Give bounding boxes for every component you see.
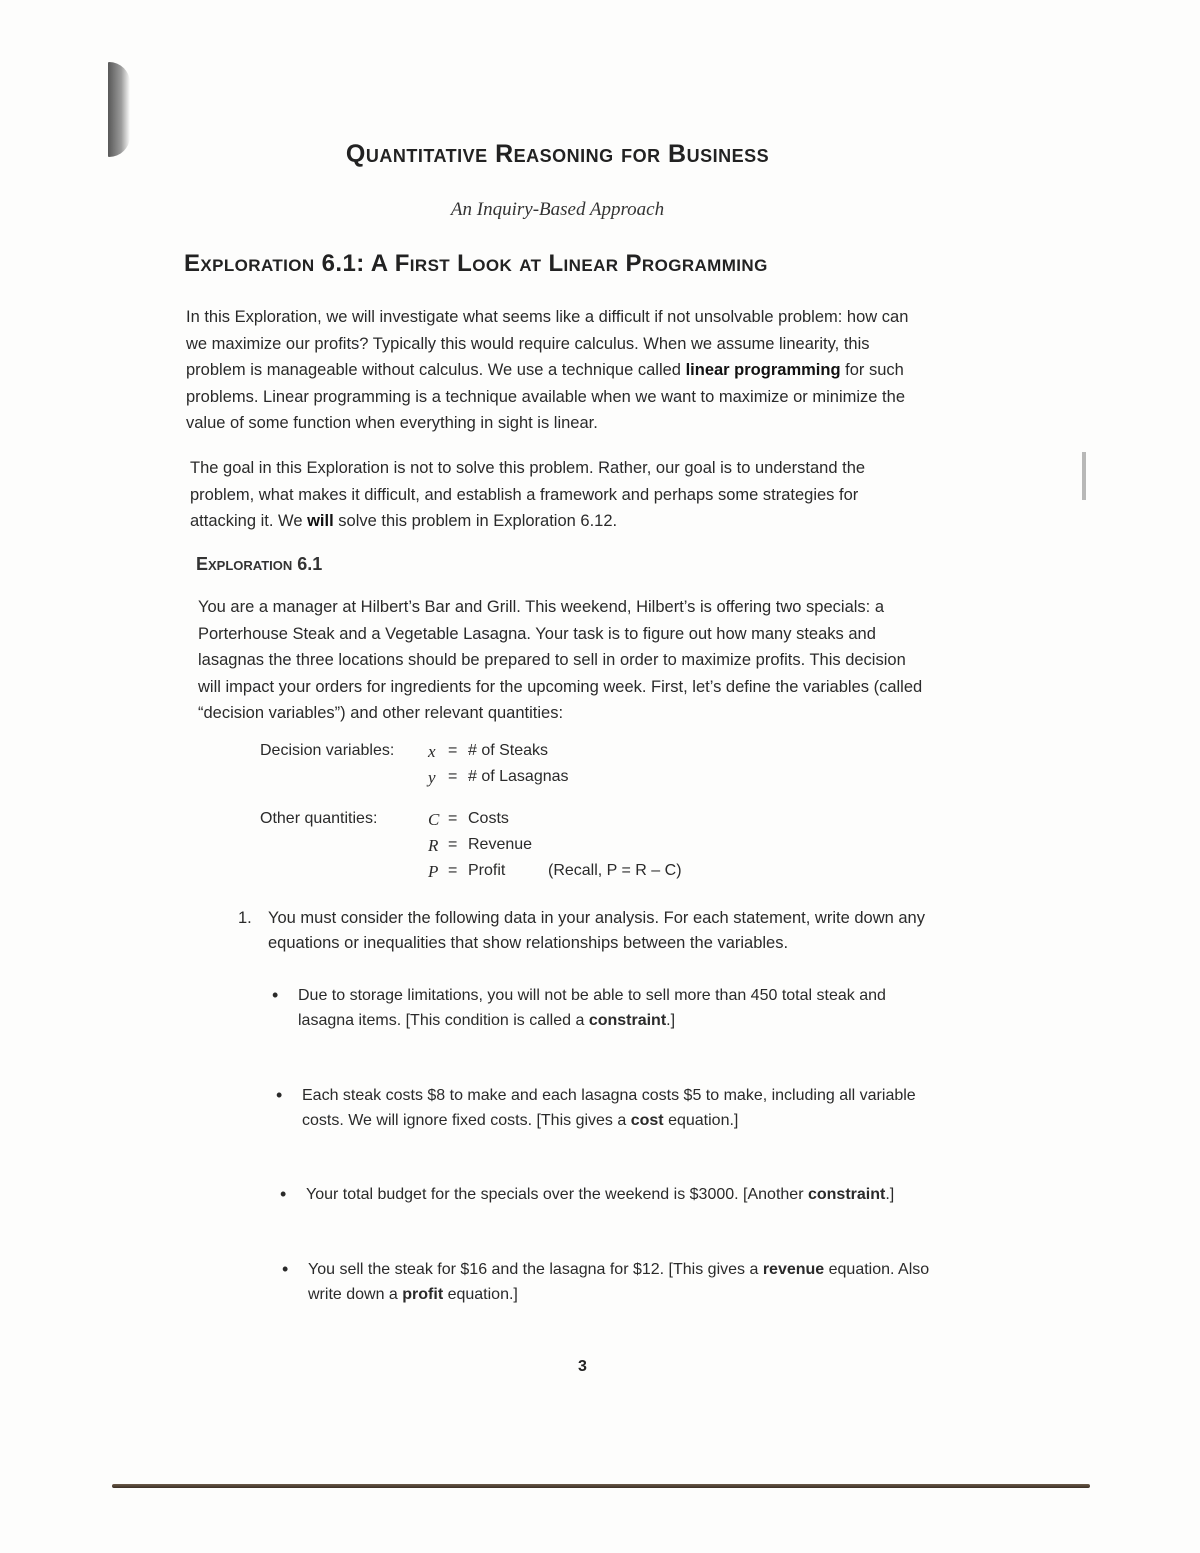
equals-sign: = [448,836,458,853]
exploration-subheading: Exploration 6.1 [196,554,323,574]
bullet-icon: • [280,1184,287,1204]
variable-description: Revenue [468,836,533,853]
bullet-text: You sell the steak for $16 and the lasagna for $12. [This gives a revenue equation. Also write down a profit equation.] [308,1261,930,1303]
variable-definitions [260,742,760,888]
question-text: You must consider the following data in your analysis. For each statement, write down any equations or inequalities that show relationships between the variables. [268,909,925,952]
bullet-text: Your total budget for the specials over the weekend is $3000. [Another constraint.] [306,1186,895,1203]
variable-row-c [260,810,760,836]
variable-description: Profit [468,862,506,879]
intro-paragraph-2: The goal in this Exploration is not to solve this problem. Rather, our goal is to understand the problem, what makes it difficult, and establish a framework and perhaps some strategies for attacking it. We will solve this problem in Exploration 6.12. [190,459,866,530]
variable-description: # of Steaks [468,742,549,759]
bullet-icon: • [272,985,279,1005]
variable-row-x [260,742,760,768]
question-number: 1. [238,909,252,927]
document-title: Quantitative Reasoning for Business [345,140,770,168]
variable-row-y [260,768,760,794]
variable-symbol: C [428,810,440,829]
bottom-rule [112,1484,1090,1488]
other-quantities-label: Other quantities: [260,810,378,827]
decision-variables-label: Decision variables: [260,742,395,759]
variable-description: Costs [468,810,509,827]
scenario-paragraph: You are a manager at Hilbert’s Bar and Grill. This weekend, Hilbert’s is offering two specials: a Porterhouse Steak and a Vegetable Lasagna. Your task is to figure out how many steaks and lasagnas the three locations should be prepared to sell in order to maximize profits. This decision will impact your orders for ingredients for the upcoming week. First, let’s define the variables (called “decision variables”) and other relevant quantities: [198,598,923,722]
variable-symbol: y [428,768,436,787]
equals-sign: = [448,862,458,879]
bullet-icon: • [276,1085,283,1105]
variable-row-p [260,862,760,888]
intro-paragraph-1: In this Exploration, we will investigate what seems like a difficult if not unsolvable problem: how can we maximize our profits? Typically this would require calculus. When we assume linearity, this problem is manageable without calculus. We use a technique called linear programming for such problems. Linear programming is a technique available when we want to maximize or minimize the value of some function when everything in sight is linear. [186,308,909,432]
variable-description: # of Lasagnas [468,768,569,785]
bullet-text: Each steak costs $8 to make and each lasagna costs $5 to make, including all variable costs. We will ignore fixed costs. [This gives a cost equation.] [302,1087,916,1129]
bullet-text: Due to storage limitations, you will not be able to sell more than 450 total steak and lasagna items. [This condition is called a constraint.] [298,987,886,1029]
variable-row-r [260,836,760,862]
section-heading: Exploration 6.1: A First Look at Linear Programming [184,250,768,277]
scan-mark [1082,452,1086,500]
bullet-icon: • [282,1259,289,1279]
page-number: 3 [578,1358,587,1375]
equals-sign: = [448,768,458,785]
document-subtitle: An Inquiry-Based Approach [450,199,665,220]
equals-sign: = [448,810,458,827]
variable-symbol: x [428,742,436,761]
profit-recall-note: (Recall, P = R – C) [548,862,682,879]
variable-symbol: R [428,836,439,855]
equals-sign: = [448,742,458,759]
variable-symbol: P [428,862,439,881]
